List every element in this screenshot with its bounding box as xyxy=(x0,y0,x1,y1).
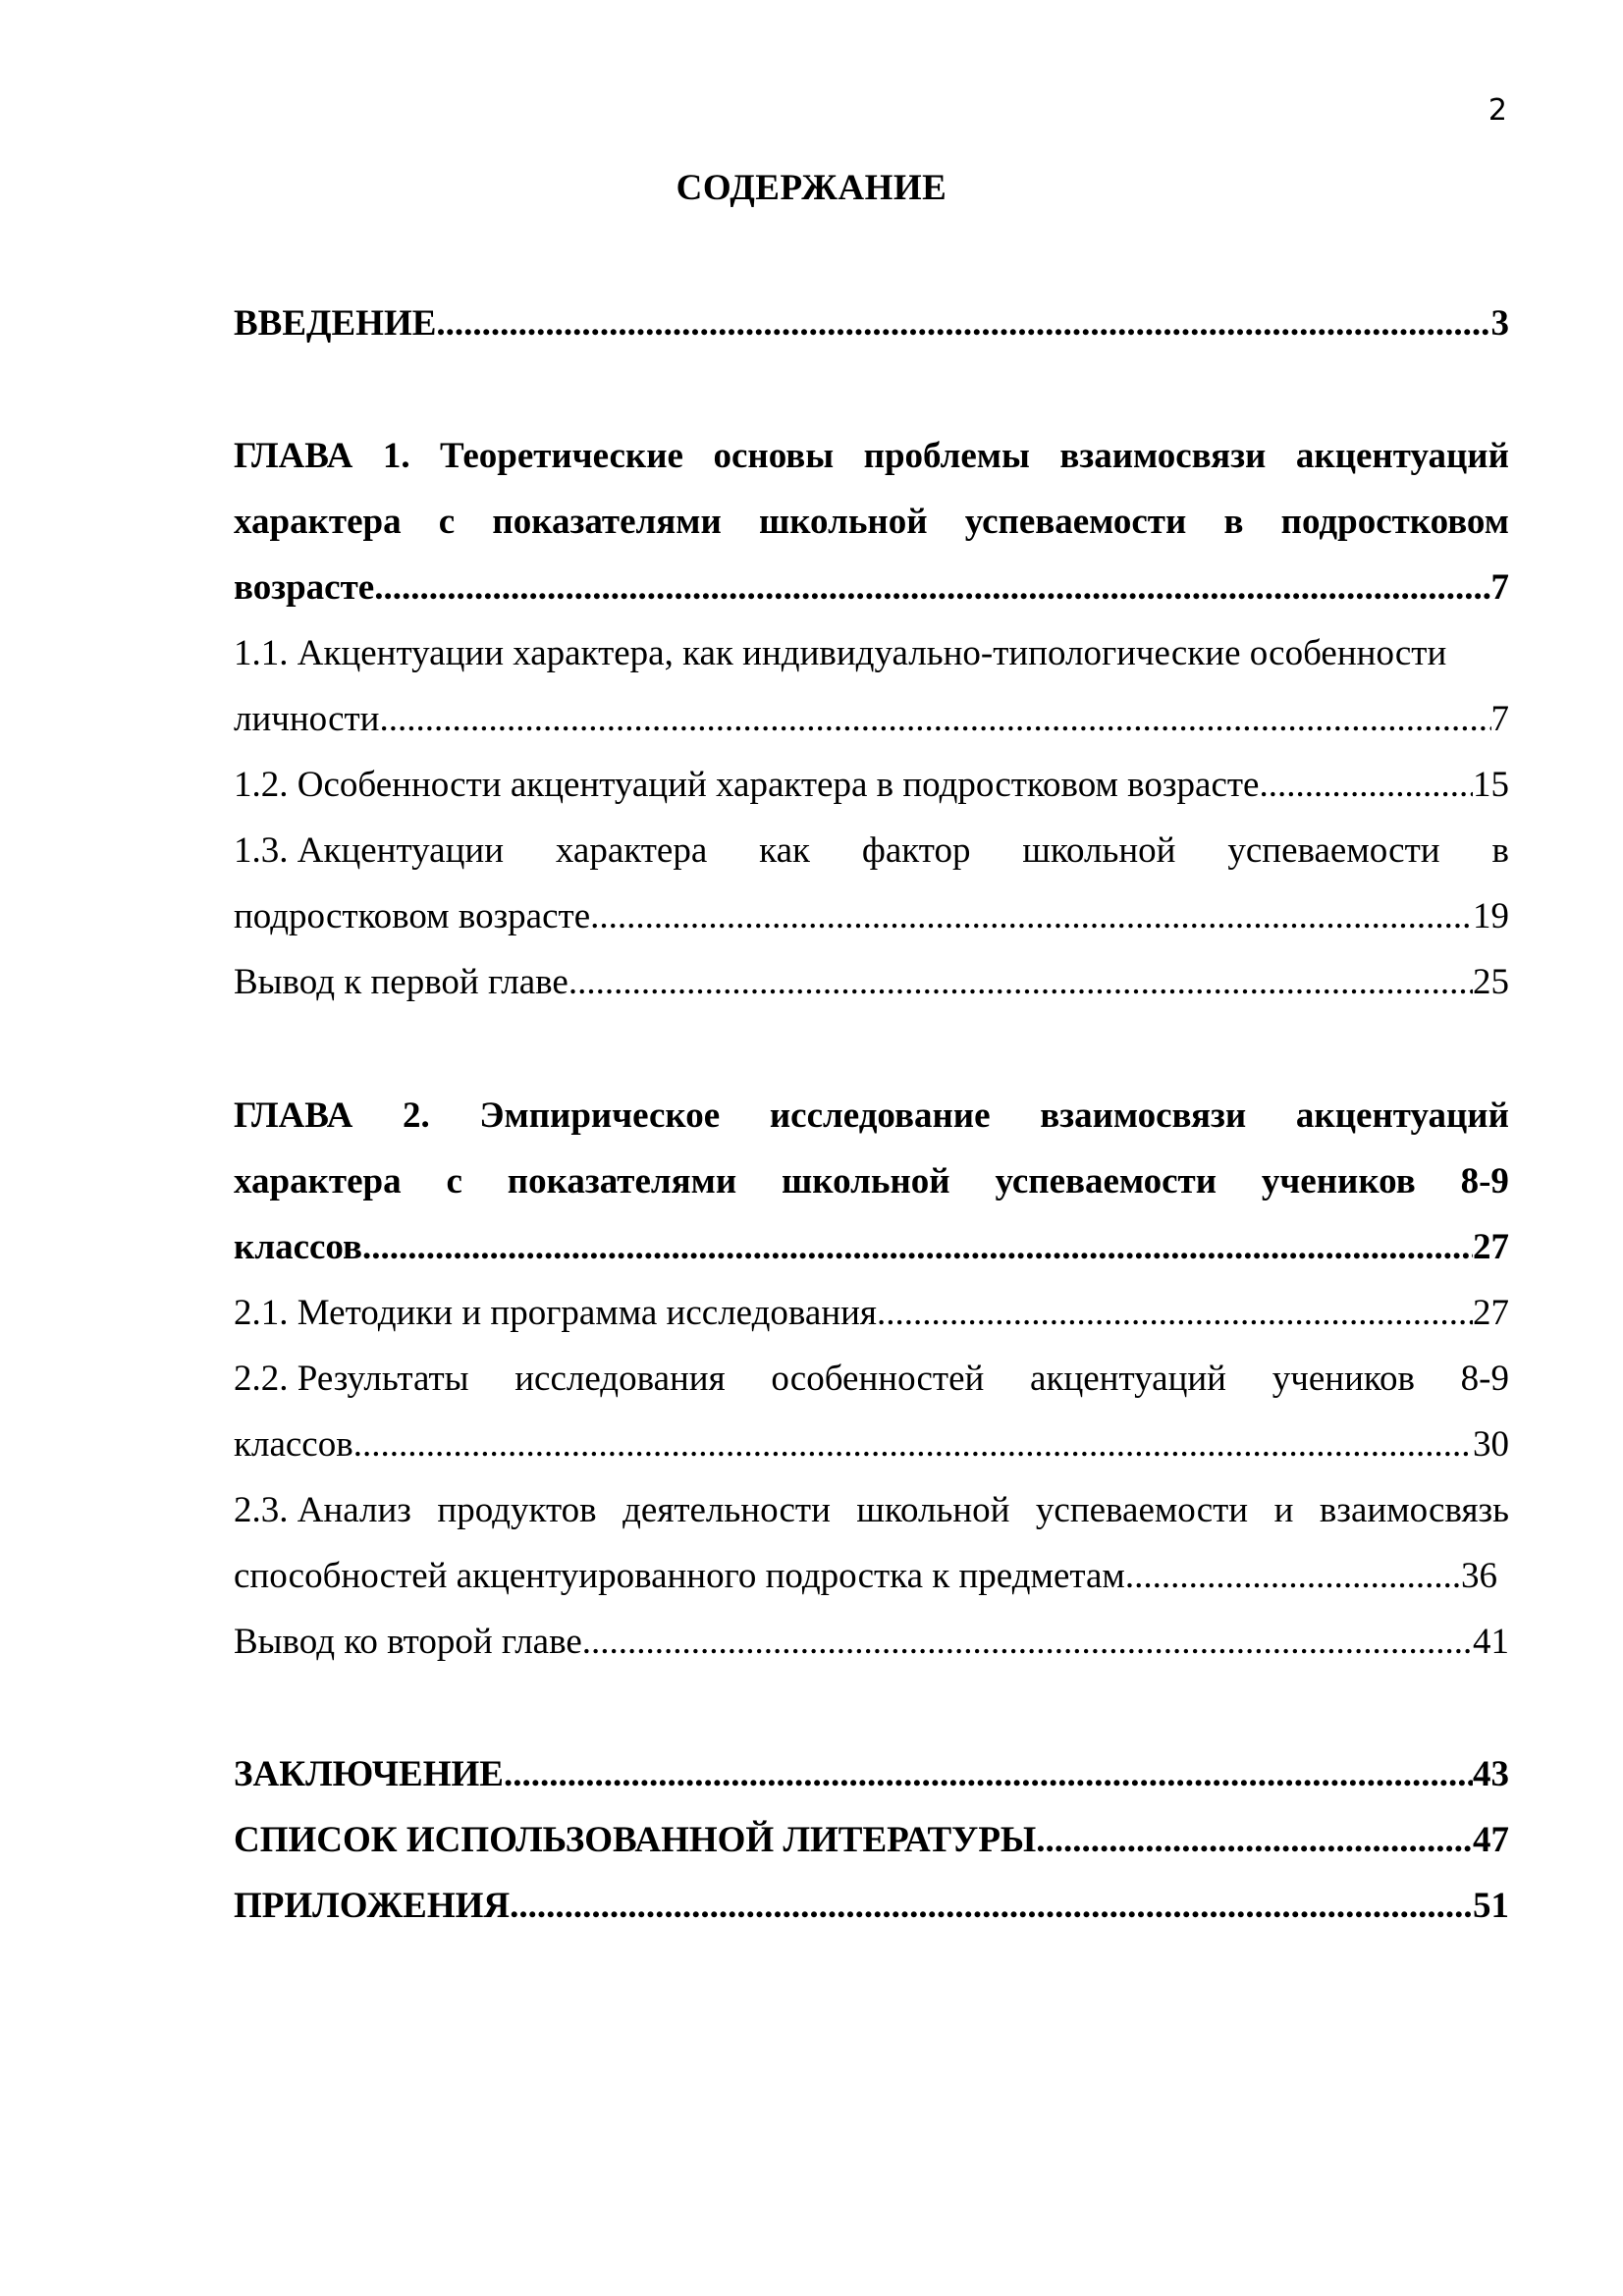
word: взаимосвязи xyxy=(1059,436,1267,476)
entry-text: подростковом возрасте xyxy=(234,896,591,936)
word: 1.3. Акцентуации xyxy=(234,830,504,871)
word: показателями xyxy=(507,1161,737,1201)
word: 8-9 xyxy=(1460,1161,1509,1201)
chapter-1-line-3 xyxy=(234,555,1509,620)
dot-leader xyxy=(353,1412,1473,1477)
toc-entry-section-1-2[interactable] xyxy=(234,752,1509,818)
entry-page: 51 xyxy=(1473,1886,1509,1926)
word: взаимосвязь xyxy=(1319,1490,1509,1530)
dot-leader xyxy=(877,1280,1473,1346)
dot-leader xyxy=(568,949,1473,1015)
word: успеваемости xyxy=(1227,830,1440,871)
entry-page: 30 xyxy=(1473,1424,1509,1465)
entry-text: СПИСОК ИСПОЛЬЗОВАННОЙ ЛИТЕРАТУРЫ xyxy=(234,1820,1037,1860)
word: 2. xyxy=(403,1095,430,1136)
word: характера xyxy=(234,502,402,542)
entry-page: 27 xyxy=(1473,1293,1509,1333)
word: 2.2. Результаты xyxy=(234,1359,469,1399)
entry-text: ЗАКЛЮЧЕНИЕ xyxy=(234,1754,504,1794)
section-2-3-line-2 xyxy=(234,1543,1497,1609)
chapter-2-line-3 xyxy=(234,1214,1509,1280)
dot-leader xyxy=(590,883,1473,949)
entry-text: возрасте xyxy=(234,567,375,608)
word: проблемы xyxy=(863,436,1030,476)
chapter-2-line-2 xyxy=(234,1148,1509,1214)
entry-text: способностей акцентуированного подростка к предметам xyxy=(234,1556,1125,1596)
entry-text: 1.2. Особенности акцентуаций характера в подростковом возрасте xyxy=(234,765,1260,805)
dot-leader xyxy=(1259,752,1473,818)
word: ГЛАВА xyxy=(234,436,353,476)
word: акцентуаций xyxy=(1030,1359,1226,1399)
word: школьной xyxy=(758,502,928,542)
word: в xyxy=(1491,830,1509,871)
entry-text: Вывод к первой главе xyxy=(234,962,568,1002)
section-1-3-line-2 xyxy=(234,883,1509,949)
word: деятельности xyxy=(622,1490,831,1530)
word: учеников xyxy=(1271,1359,1415,1399)
chapter-2-line-1 xyxy=(234,1083,1509,1148)
word: как xyxy=(759,830,810,871)
word: с xyxy=(438,502,456,542)
word: акцентуаций xyxy=(1295,1095,1509,1136)
entry-page: 15 xyxy=(1473,765,1509,805)
dot-leader xyxy=(1125,1543,1461,1609)
word: в xyxy=(1223,502,1244,542)
word: исследования xyxy=(514,1359,726,1399)
toc-entry-references[interactable] xyxy=(234,1807,1509,1873)
dot-leader xyxy=(362,1214,1473,1280)
entry-text: ПРИЛОЖЕНИЯ xyxy=(234,1886,511,1926)
entry-page: 7 xyxy=(1490,567,1509,608)
entry-page: 19 xyxy=(1473,896,1509,936)
entry-page: 47 xyxy=(1473,1820,1509,1860)
word: успеваемости xyxy=(995,1161,1217,1201)
word: характера xyxy=(234,1161,402,1201)
dot-leader xyxy=(582,1609,1473,1675)
section-2-2-line-1 xyxy=(234,1346,1509,1412)
section-2-3-line-1 xyxy=(234,1477,1509,1543)
word: школьной xyxy=(1022,830,1176,871)
word: успеваемости xyxy=(1035,1490,1249,1530)
word: акцентуаций xyxy=(1295,436,1509,476)
dot-leader xyxy=(380,686,1491,752)
word: особенностей xyxy=(771,1359,985,1399)
entry-page: 3 xyxy=(1490,303,1509,344)
dot-leader xyxy=(510,1873,1473,1939)
word: 2.3. Анализ xyxy=(234,1490,411,1530)
word: характера xyxy=(555,830,708,871)
entry-page: 43 xyxy=(1473,1754,1509,1794)
entry-page: 36 xyxy=(1461,1556,1497,1596)
dot-leader xyxy=(504,1741,1473,1807)
toc-entry-introduction[interactable] xyxy=(234,291,1509,356)
word: подростковом xyxy=(1280,502,1509,542)
entry-text: личности xyxy=(234,699,380,739)
entry-page: 25 xyxy=(1473,962,1509,1002)
entry-text: Вывод ко второй главе xyxy=(234,1622,582,1662)
entry-text: ВВЕДЕНИЕ xyxy=(234,303,437,344)
word: основы xyxy=(713,436,835,476)
toc-entry-appendices[interactable] xyxy=(234,1873,1509,1939)
word: с xyxy=(446,1161,462,1201)
entry-page: 27 xyxy=(1473,1227,1509,1267)
toc-entry-conclusion-chapter-1[interactable] xyxy=(234,949,1509,1015)
word: фактор xyxy=(861,830,971,871)
entry-text: классов xyxy=(234,1424,353,1465)
entry-page: 7 xyxy=(1490,699,1509,739)
word: продуктов xyxy=(437,1490,597,1530)
word: 8-9 xyxy=(1460,1359,1509,1399)
section-1-1-line-2 xyxy=(234,686,1509,752)
word: показателями xyxy=(492,502,722,542)
word: ГЛАВА xyxy=(234,1095,353,1136)
section-1-3-line-1 xyxy=(234,818,1509,883)
toc-title: СОДЕРЖАНИЕ xyxy=(676,168,947,208)
word: школьной xyxy=(856,1490,1010,1530)
word: исследование xyxy=(769,1095,991,1136)
section-2-2-line-2 xyxy=(234,1412,1509,1477)
dot-leader xyxy=(436,291,1490,356)
entry-page: 41 xyxy=(1473,1622,1509,1662)
toc-entry-conclusion[interactable] xyxy=(234,1741,1509,1807)
toc-entry-conclusion-chapter-2[interactable] xyxy=(234,1609,1509,1675)
word: и xyxy=(1273,1490,1294,1530)
word: успеваемости xyxy=(964,502,1187,542)
word: Теоретические xyxy=(440,436,683,476)
section-1-1-line-1: 1.1. Акцентуации характера, как индивидуально-типологические особенности xyxy=(234,633,1447,673)
chapter-1-line-1 xyxy=(234,423,1509,489)
word: взаимосвязи xyxy=(1040,1095,1247,1136)
word: школьной xyxy=(782,1161,950,1201)
toc-entry-section-2-1[interactable] xyxy=(234,1280,1509,1346)
word: учеников xyxy=(1261,1161,1416,1201)
word: Эмпирическое xyxy=(479,1095,721,1136)
dot-leader xyxy=(1036,1807,1473,1873)
entry-text: 2.1. Методики и программа исследования xyxy=(234,1293,877,1333)
chapter-1-line-2 xyxy=(234,489,1509,555)
word: 1. xyxy=(382,436,410,476)
entry-text: классов xyxy=(234,1227,362,1267)
dot-leader xyxy=(374,555,1490,620)
page-number: 2 xyxy=(1488,93,1507,128)
